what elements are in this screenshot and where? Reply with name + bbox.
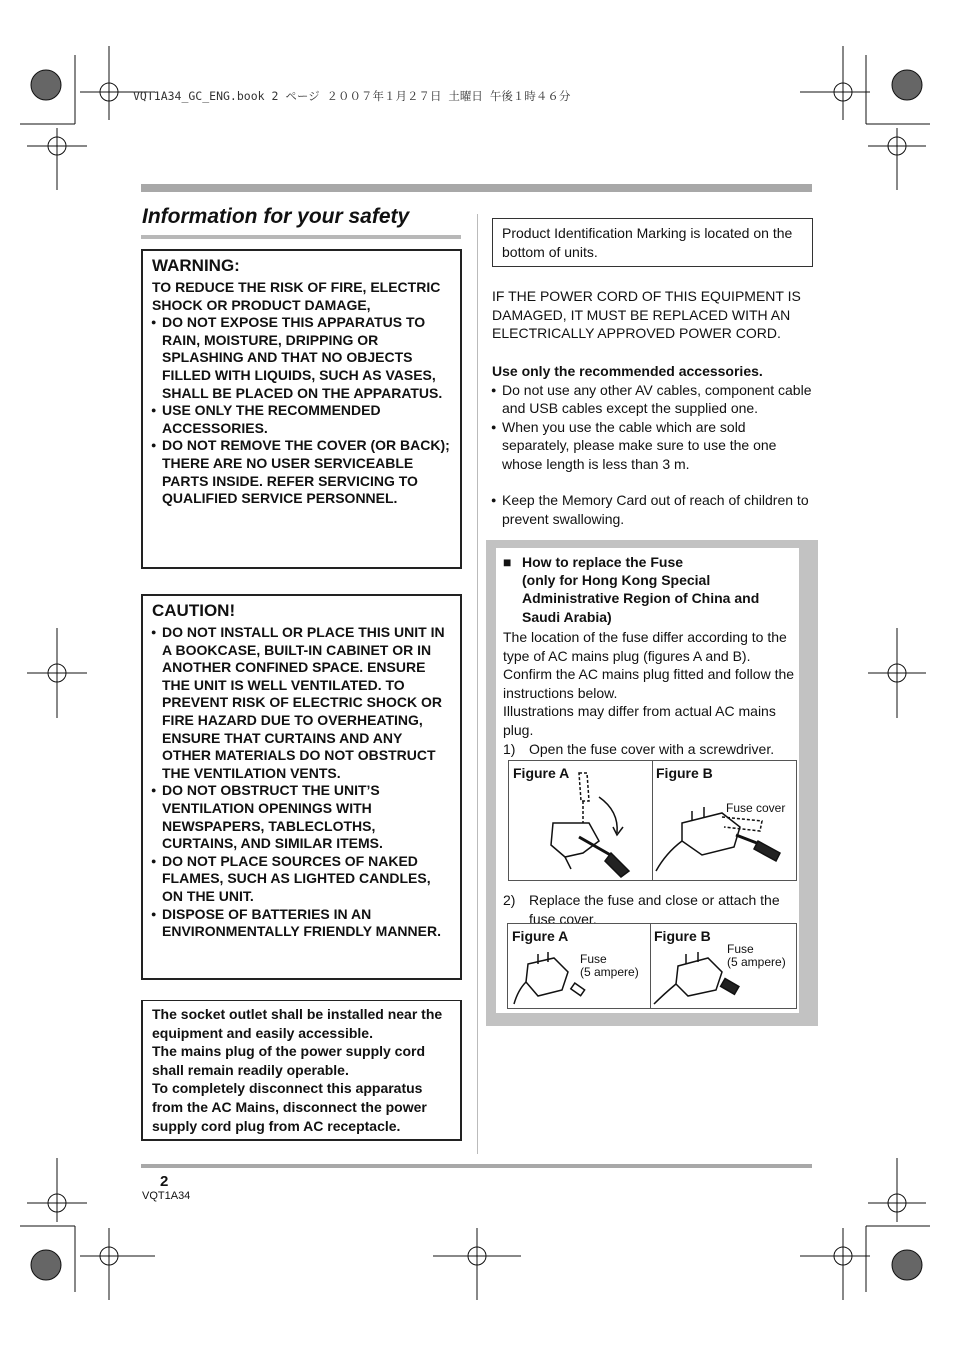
fuse-heading-block [503, 553, 793, 626]
figure-b-cell [650, 924, 796, 1008]
fuse-label: Fuse [580, 952, 607, 966]
top-rule [141, 184, 812, 192]
fuse-cover-label: Fuse cover [726, 801, 786, 815]
plug-screwdriver-figure-a [509, 761, 652, 882]
mains-plug-text: The mains plug of the power supply cord shall remain readily operable. [152, 1043, 426, 1078]
fuse-step-1 [503, 740, 801, 759]
book-header-line: VQT1A34_GC_ENG.book 2 ページ ２００７年１月２７日 土曜日 午後１時４６分 [133, 89, 571, 103]
column-divider [477, 214, 478, 1154]
page-title: Information for your safety [142, 205, 410, 228]
fuse-figure-a [508, 924, 650, 1010]
fuse-para: Confirm the AC mains plug fitted and follow the instructions below. [503, 666, 795, 701]
figure-b-label: Figure B [654, 928, 711, 944]
accessories-heading: Use only the recommended accessories. [492, 363, 763, 379]
bottom-rule [141, 1164, 812, 1168]
accessories-bullet: ● When you use the cable which are sold separately, please make sure to use the one whose length is less than 3 m. [492, 418, 814, 474]
memory-card-text: ● Keep the Memory Card out of reach of children to prevent swallowing. [492, 491, 812, 528]
fuse-heading: How to replace the Fuse [522, 554, 684, 570]
product-marking-text: Product Identification Marking is located on the bottom of units. [502, 225, 793, 260]
figure-a-label: Figure A [512, 928, 569, 944]
model-code: VQT1A34 [142, 1190, 191, 1202]
disconnect-text: To completely disconnect this apparatus from the AC Mains, disconnect the power supply cord plug from AC receptacle. [152, 1080, 427, 1134]
step-number: 2) [503, 892, 516, 908]
caution-bullet: ● DISPOSE OF BATTERIES IN AN ENVIRONMENTALLY FRIENDLY MANNER. [152, 906, 452, 941]
step-number: 1) [503, 740, 516, 757]
fuse-para: The location of the fuse differ according to the type of AC mains plug (figures A and B). [503, 629, 787, 664]
title-underline [141, 235, 461, 239]
figure-a-cell [509, 761, 653, 880]
product-marking-box [492, 218, 813, 267]
fuse-figure-b [650, 924, 798, 1010]
socket-text: The socket outlet shall be installed near the equipment and easily accessible. [152, 1006, 443, 1041]
warning-bullet: ● USE ONLY THE RECOMMENDED ACCESSORIES. [152, 402, 452, 437]
warning-heading: WARNING: [152, 256, 240, 275]
fuse-instructions [503, 628, 801, 758]
figure-b-label: Figure B [656, 765, 713, 781]
fuse-rating-label: (5 ampere) [580, 965, 639, 979]
socket-outlet-box [141, 1000, 462, 1141]
fuse-panel-inner [496, 548, 799, 1013]
figure-table-replace [507, 923, 797, 1009]
caution-bullet: ● DO NOT PLACE SOURCES OF NAKED FLAMES, SUCH AS LIGHTED CANDLES, ON THE UNIT. [152, 853, 452, 906]
caution-heading: CAUTION! [152, 601, 236, 620]
figure-a-label: Figure A [513, 765, 570, 781]
figure-a-cell [508, 924, 651, 1008]
square-bullet-icon: ■ [503, 554, 512, 570]
figure-table-open [508, 760, 797, 881]
fuse-subheading: (only for Hong Kong Special Administrative Region of China and Saudi Arabia) [522, 572, 760, 625]
caution-bullet: ● DO NOT INSTALL OR PLACE THIS UNIT IN A BOOKCASE, BUILT-IN CABINET OR IN ANOTHER CONFINED SPACE. ENSURE THE UNIT IS WELL VENTILATED. TO PREVENT RISK OF ELECTRIC SHOCK OR FIRE HAZARD DUE TO OVERHEATING, ENSURE THAT CURTAINS AND ANY OTHER MATERIALS DO NOT OBSTRUCT THE VENTILATION VENTS. [152, 624, 452, 782]
figure-b-cell [652, 761, 796, 880]
step-text: Replace the fuse and close or attach the fuse cover. [529, 892, 780, 927]
caution-box [141, 594, 462, 980]
warning-bullet: ● DO NOT EXPOSE THIS APPARATUS TO RAIN, MOISTURE, DRIPPING OR SPLASHING AND THAT NO OBJECTS FILLED WITH LIQUIDS, SUCH AS VASES, SHALL BE PLACED ON THE APPARATUS. [152, 314, 452, 402]
fuse-para: Illustrations may differ from actual AC mains plug. [503, 703, 776, 738]
warning-bullet: ● DO NOT REMOVE THE COVER (OR BACK); THERE ARE NO USER SERVICEABLE PARTS INSIDE. REFER SERVICING TO QUALIFIED SERVICE PERSONNEL. [152, 437, 452, 507]
step-text: Open the fuse cover with a screwdriver. [529, 740, 775, 757]
fuse-rating-label: (5 ampere) [727, 955, 786, 969]
warning-intro: TO REDUCE THE RISK OF FIRE, ELECTRIC SHOCK OR PRODUCT DAMAGE, [152, 279, 441, 313]
caution-bullet: ● DO NOT OBSTRUCT THE UNIT’S VENTILATION OPENINGS WITH NEWSPAPERS, TABLECLOTHS, CURTAINS, AND SIMILAR ITEMS. [152, 782, 452, 852]
accessories-section [492, 362, 814, 474]
fuse-label: Fuse [727, 942, 754, 956]
fuse-panel [486, 540, 818, 1026]
accessories-bullet: ● Do not use any other AV cables, component cable and USB cables except the supplied one. [492, 381, 814, 418]
warning-box [141, 249, 462, 569]
plug-screwdriver-figure-b [652, 761, 798, 882]
page-number: 2 [160, 1173, 169, 1190]
power-cord-text: IF THE POWER CORD OF THIS EQUIPMENT IS DAMAGED, IT MUST BE REPLACED WITH AN ELECTRICALLY APPROVED POWER CORD. [492, 288, 801, 342]
